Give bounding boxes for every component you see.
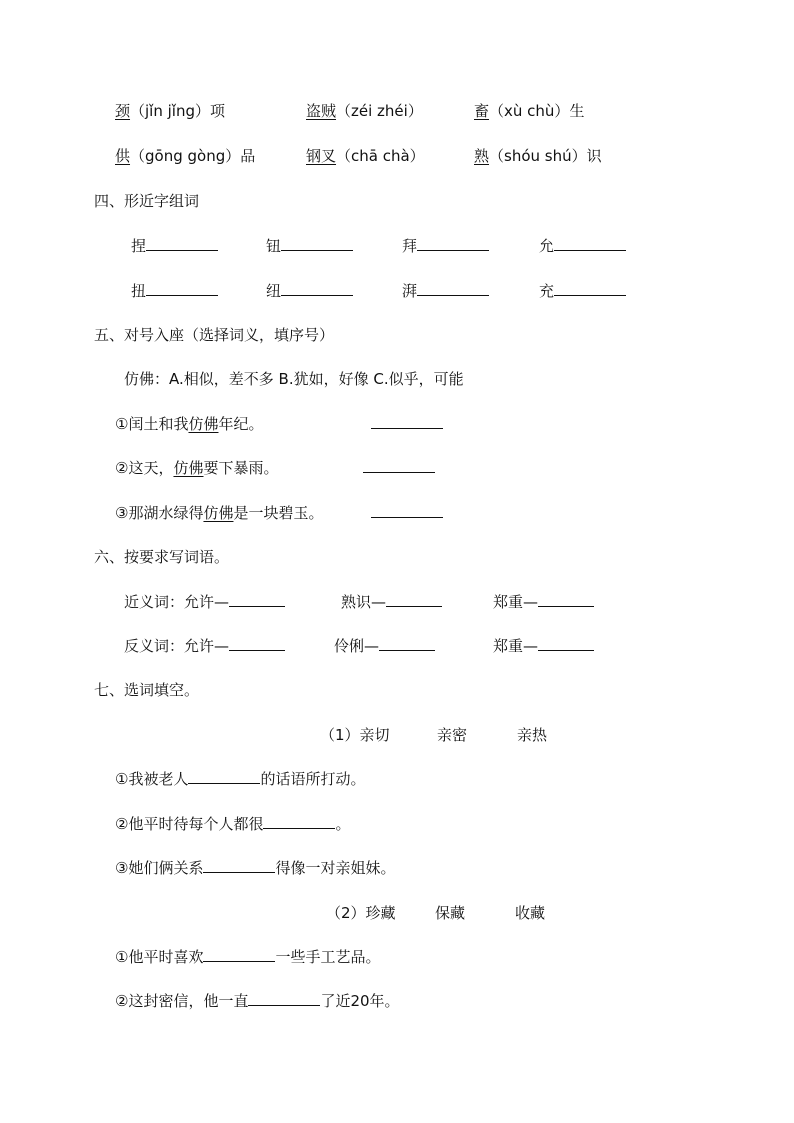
- pinyin-options: （jǐn jǐng）: [130, 102, 210, 120]
- pinyin-item-1: [115, 101, 225, 121]
- char-blank-item: [266, 281, 353, 301]
- target-word: 仿佛: [173, 459, 204, 477]
- answer-blank[interactable]: [371, 414, 443, 434]
- answer-blank[interactable]: [554, 281, 626, 296]
- antonym-item: [493, 636, 594, 656]
- sentence-item-3: [115, 503, 324, 523]
- char-blank-item: [402, 281, 489, 301]
- answer-blank[interactable]: [248, 991, 320, 1006]
- answer-blank[interactable]: [363, 458, 435, 478]
- word-option: 亲密: [437, 726, 468, 744]
- sentence-text: 了近20年。: [320, 992, 400, 1010]
- word-prompt: 郑重—: [493, 637, 539, 655]
- sentence-text: 是一块碧玉。: [233, 504, 324, 522]
- item-number: ②: [115, 459, 129, 477]
- answer-blank[interactable]: [538, 592, 594, 607]
- word-prompt: 郑重—: [493, 593, 539, 611]
- target-word: 仿佛: [188, 415, 219, 433]
- sentence-item-2: [115, 458, 279, 478]
- char: 钮: [266, 237, 282, 255]
- target-char: 熟: [474, 147, 490, 165]
- word-options-heading: （2）珍藏: [326, 904, 396, 922]
- fill-item: [115, 947, 380, 967]
- sentence-text: ①我被老人: [115, 770, 189, 788]
- char-blank-item: [402, 236, 489, 256]
- pinyin-options: （shóu shú）: [489, 147, 587, 165]
- sentence-text: 那湖水绿得: [128, 504, 204, 522]
- sentence-text: 。: [335, 815, 351, 833]
- answer-blank[interactable]: [203, 947, 275, 962]
- char-blank-item: [539, 236, 626, 256]
- pinyin-options: （gōng gòng）: [130, 147, 241, 165]
- sentence-text: 得像一对亲姐妹。: [275, 859, 396, 877]
- fill-item: [115, 769, 365, 789]
- synonym-item: [124, 592, 285, 612]
- word-prompt: 允许—: [184, 593, 230, 611]
- word-prompt: 允许—: [184, 637, 230, 655]
- antonym-item: [334, 636, 435, 656]
- target-char: 供: [115, 147, 131, 165]
- word-prompt: 熟识—: [341, 593, 387, 611]
- char: 纽: [266, 282, 282, 300]
- answer-blank[interactable]: [229, 592, 285, 607]
- answer-blank[interactable]: [371, 503, 443, 523]
- pinyin-item-5: [306, 146, 425, 166]
- answer-blank[interactable]: [146, 281, 218, 296]
- target-char: 颈: [115, 102, 131, 120]
- fill-item: [115, 858, 395, 878]
- word-prompt: 伶俐—: [334, 637, 380, 655]
- synonym-item: [341, 592, 442, 612]
- char-blank-item: [266, 236, 353, 256]
- char-blank-item: [131, 236, 218, 256]
- char-blank-item: [131, 281, 218, 301]
- pinyin-item-2: [306, 101, 423, 121]
- section-5-title: 五、对号入座（选择词义，填序号）: [94, 326, 335, 344]
- pinyin-item-4: [115, 146, 255, 166]
- sentence-text: ②这封密信，他一直: [115, 992, 249, 1010]
- sentence-text: ③她们俩关系: [115, 859, 204, 877]
- char: 拜: [402, 237, 418, 255]
- char: 充: [539, 282, 555, 300]
- word-option: 收藏: [515, 904, 546, 922]
- fill-item: [115, 814, 350, 834]
- word-option: 亲热: [517, 726, 548, 744]
- char: 湃: [402, 282, 418, 300]
- answer-blank[interactable]: [203, 858, 275, 873]
- answer-blank[interactable]: [379, 636, 435, 651]
- sentence-text: 这天，: [128, 459, 174, 477]
- answer-blank[interactable]: [538, 636, 594, 651]
- answer-blank[interactable]: [263, 814, 335, 829]
- target-char: 盗贼: [306, 102, 337, 120]
- fill-item: [115, 991, 400, 1011]
- sentence-text: 一些手工艺品。: [275, 948, 381, 966]
- char: 扭: [131, 282, 147, 300]
- row-label: 近义词：: [124, 593, 185, 611]
- answer-blank[interactable]: [188, 769, 260, 784]
- answer-blank[interactable]: [281, 236, 353, 251]
- item-number: ③: [115, 504, 129, 522]
- item-number: ①: [115, 415, 129, 433]
- answer-blank[interactable]: [417, 236, 489, 251]
- sentence-text: ②他平时待每个人都很: [115, 815, 264, 833]
- section-7-title: 七、选词填空。: [94, 681, 200, 699]
- word-suffix: 项: [210, 102, 226, 120]
- sentence-item-1: [115, 414, 264, 434]
- pinyin-item-3: [474, 101, 584, 121]
- word-suffix: 品: [240, 147, 256, 165]
- word-option: 保藏: [435, 904, 466, 922]
- word-suffix: 生: [569, 102, 585, 120]
- sentence-text: 的话语所打动。: [260, 770, 366, 788]
- word-suffix: 识: [586, 147, 602, 165]
- answer-blank[interactable]: [146, 236, 218, 251]
- section-6-title: 六、按要求写词语。: [94, 548, 230, 566]
- sentence-text: 闰土和我: [128, 415, 189, 433]
- char-blank-item: [539, 281, 626, 301]
- pinyin-item-6: [474, 146, 602, 166]
- sentence-text: ①他平时喜欢: [115, 948, 204, 966]
- row-label: 反义词：: [124, 637, 185, 655]
- pinyin-options: （zéi zhéi）: [336, 102, 423, 120]
- target-char: 畜: [474, 102, 490, 120]
- answer-blank[interactable]: [554, 236, 626, 251]
- word-options-heading: （1）亲切: [320, 726, 390, 744]
- sentence-text: 年纪。: [218, 415, 264, 433]
- pinyin-options: （chā chà）: [336, 147, 425, 165]
- answer-blank[interactable]: [281, 281, 353, 296]
- sentence-text: 要下暴雨。: [203, 459, 279, 477]
- antonym-item: [124, 636, 285, 656]
- section-4-title: 四、形近字组词: [94, 192, 200, 210]
- synonym-item: [493, 592, 594, 612]
- pinyin-options: （xù chù）: [489, 102, 570, 120]
- answer-blank[interactable]: [229, 636, 285, 651]
- char: 捏: [131, 237, 147, 255]
- target-word: 仿佛: [203, 504, 234, 522]
- char: 允: [539, 237, 555, 255]
- answer-blank[interactable]: [417, 281, 489, 296]
- target-char: 钢叉: [306, 147, 337, 165]
- answer-blank[interactable]: [386, 592, 442, 607]
- definition-line: 仿佛：A.相似，差不多 B.犹如，好像 C.似乎，可能: [124, 370, 464, 388]
